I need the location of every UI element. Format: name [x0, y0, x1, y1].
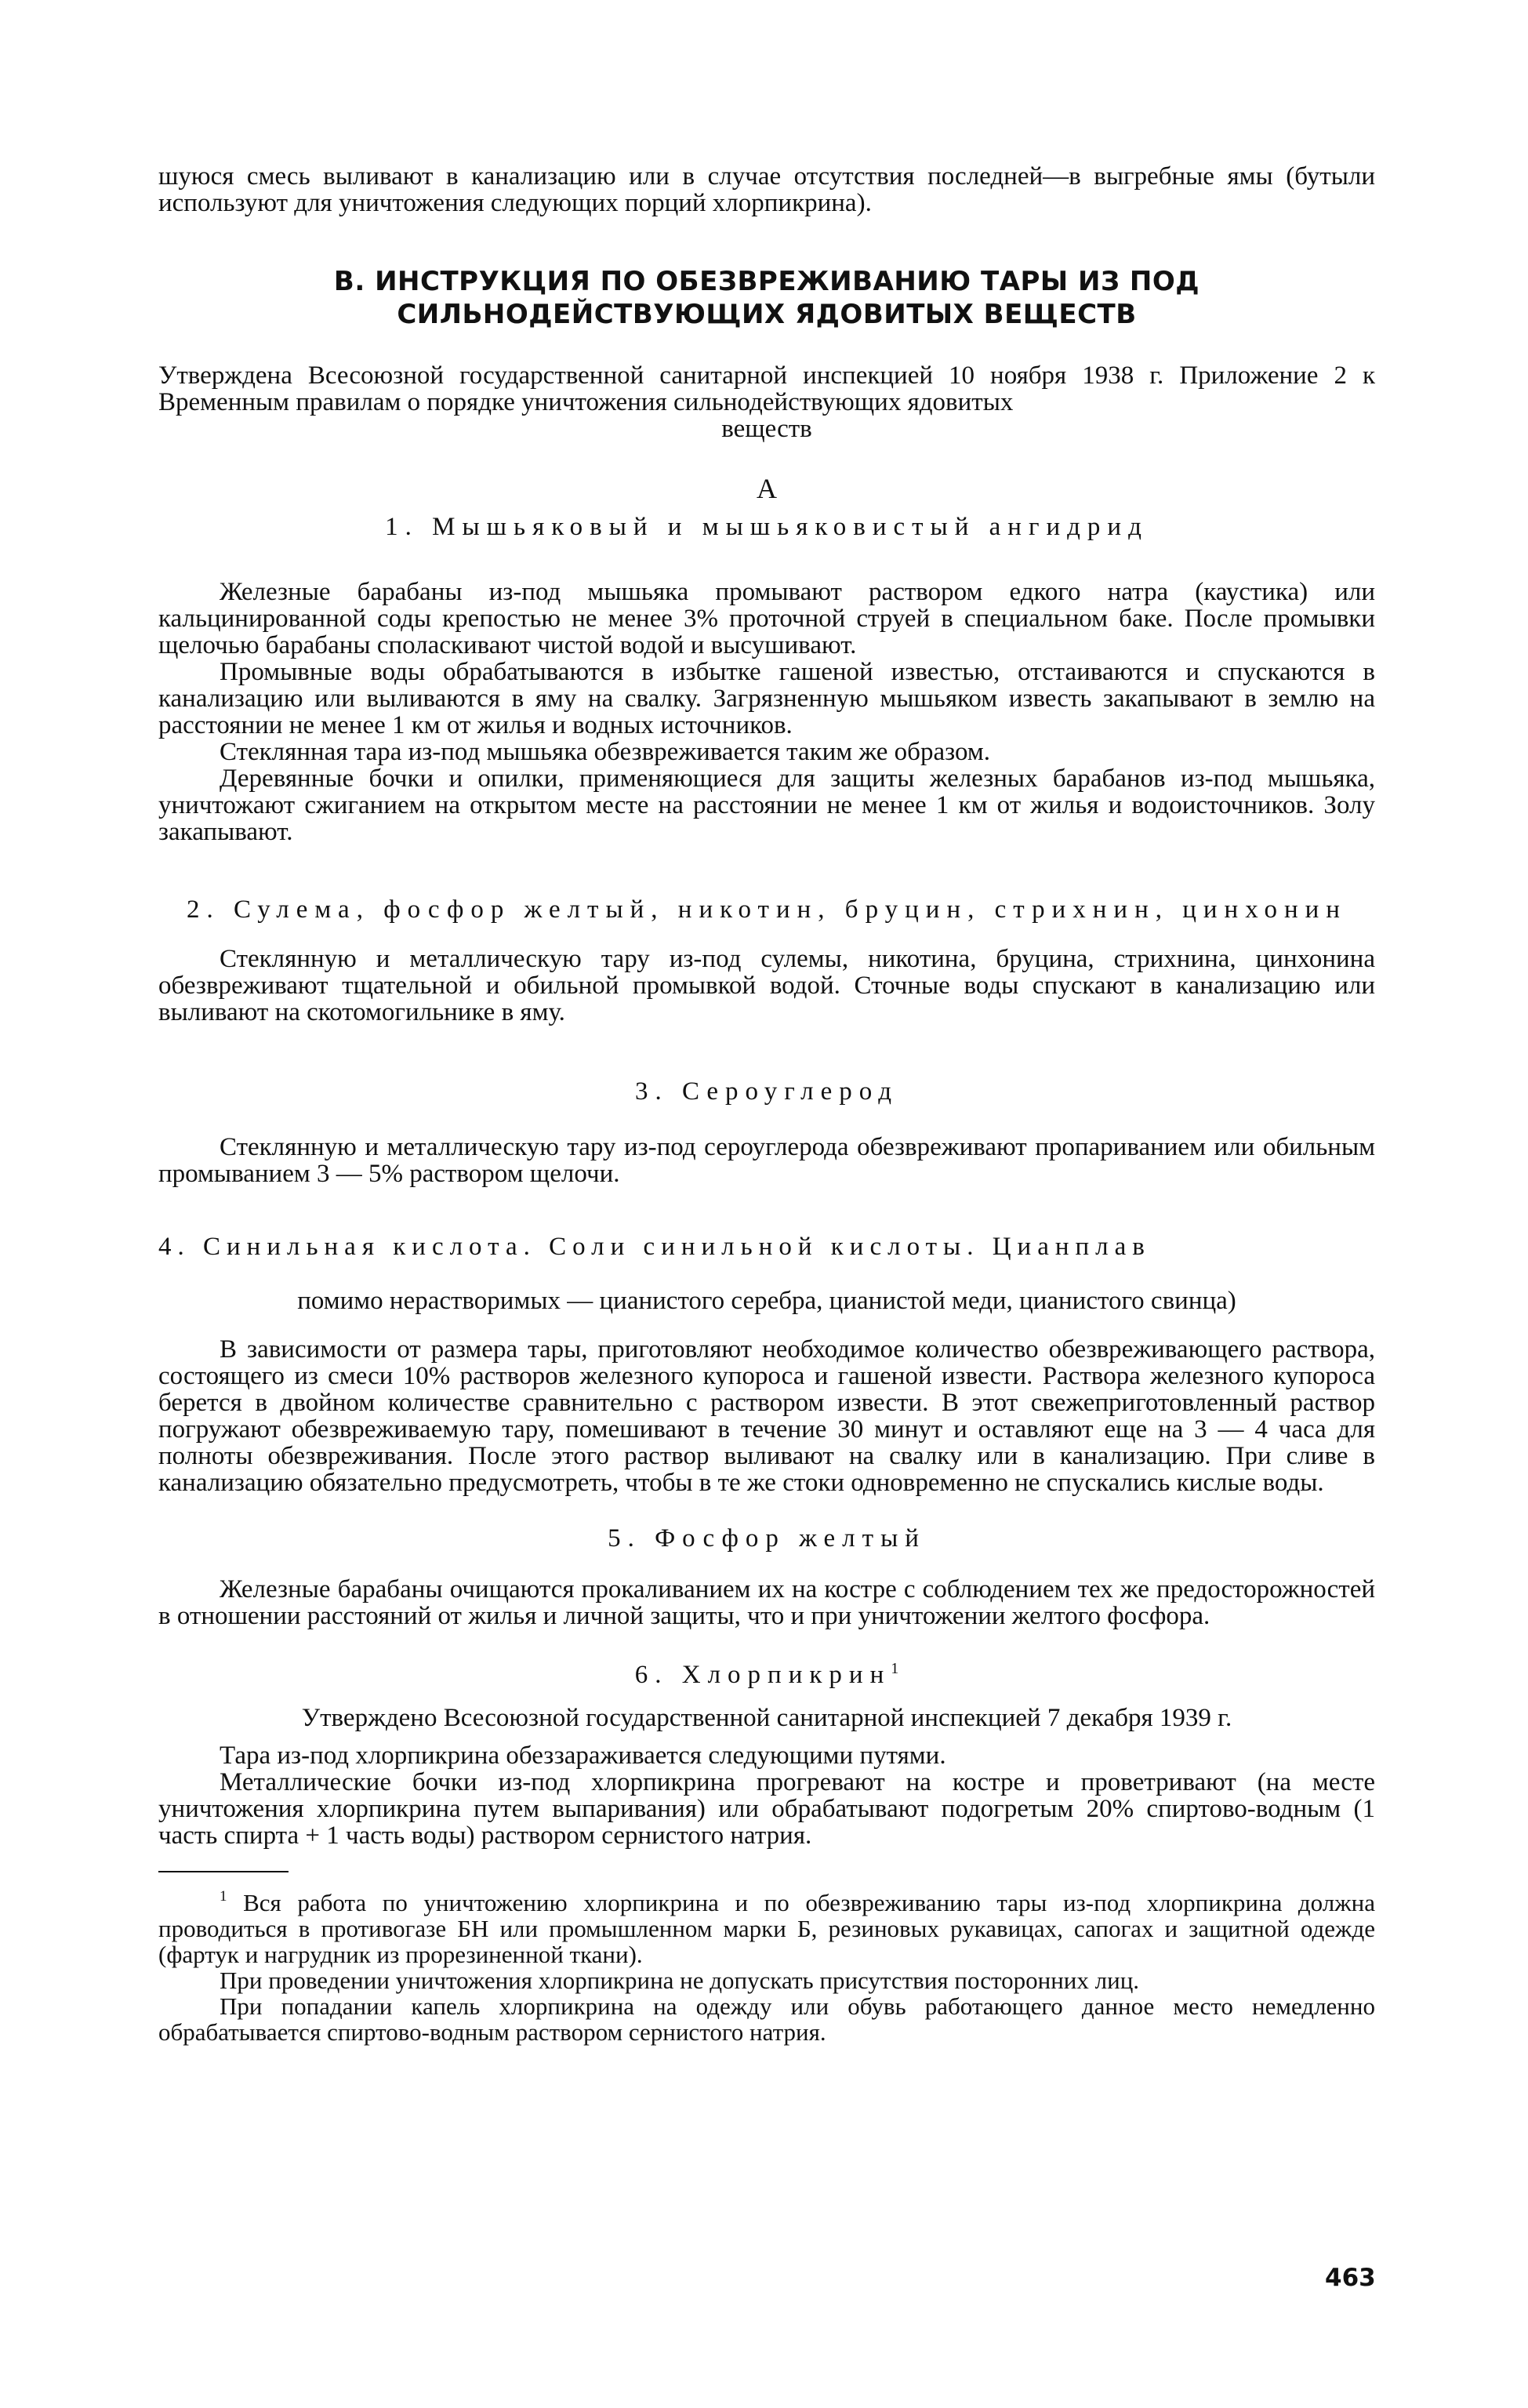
approval-note-tail: веществ	[721, 415, 812, 443]
paragraph-chloropicrin-2: Металлические бочки из-под хлорпикрина прогревают на костре и проветривают (на месте уничтожения хлорпикрина путем выпаривания) или обрабатывают подогретым 20% спиртово-водным (1 часть спирта + 1 часть воды) раствором сернистого натрия.	[158, 1768, 1375, 1850]
paragraph-arsenic-2: Промывные воды обрабатываются в избытке гашеной известью, отстаиваются и спускаются в канализацию или выливаются в яму на свалку. Загрязненную мышьяком известь закапывают в землю на расстоянии не менее 1 км от жилья и водных источников.	[158, 658, 1375, 739]
heading-hydrocyanic-acid: 4. Синильная кислота. Соли синильной кислоты. Цианплав	[158, 1233, 1151, 1261]
part-letter: А	[757, 473, 777, 504]
heading-arsenic: 1. Мышьяковый и мышьяковистый ангидрид	[385, 513, 1149, 541]
page-number: 463	[1325, 2264, 1376, 2292]
approval-note-main: Утверждена Всесоюзной государственной санитарной инспекцией 10 ноября 1938 г. Приложение 2 к Временным правилам о порядке уничтожения сильнодействующих ядовитых	[158, 361, 1375, 416]
footnote-1	[158, 1890, 1375, 1967]
heading-carbon-disulfide: 3. Сероуглерод	[634, 1077, 899, 1106]
footnote-divider	[158, 1871, 289, 1872]
chloropicrin-approval-note: Утверждено Всесоюзной государственной санитарной инспекцией 7 декабря 1939 г.	[301, 1704, 1232, 1732]
heading-chloropicrin	[158, 1661, 1375, 1689]
footnote-mark: 1	[220, 1888, 227, 1905]
paragraph-chloropicrin-1: Тара из-под хлорпикрина обеззараживается следующими путями.	[220, 1742, 946, 1770]
paragraph-arsenic-4: Деревянные бочки и опилки, применяющиеся для защиты железных барабанов из-под мышьяка, уничтожают сжиганием на открытом месте на расстоянии не менее 1 км от жилья и водоисточников. Золу закапывают.	[158, 765, 1375, 846]
footnote-1-text: Вся работа по уничтожению хлорпикрина и по обезвреживанию тары из-под хлорпикрина должна проводиться в противогазе БН или промышленном марки Б, резиновых рукавицах, сапогах и защитной одежде (фартук и нагрудник из прорезиненной ткани).	[158, 1889, 1376, 1968]
paragraph-hydrocyanic-acid: В зависимости от размера тары, приготовляют необходимое количество обезвреживающего раствора, состоящего из смеси 10% растворов железного купороса и гашеной извести. Раствора железного купороса берется в двойном количестве сравнительно с раствором извести. В этот свежеприготовленный раствор погружают обезвреживаемую тару, помешивают в течение 30 минут и оставляют еще на 3 — 4 часа для полноты обезвреживания. После этого раствор выливают на свалку или в канализацию. При сливе в канализацию обязательно предусмотреть, чтобы в те же стоки одновременно не спускались кислые воды.	[158, 1335, 1375, 1497]
approval-note	[158, 362, 1375, 442]
paragraph-sublimate: Стеклянную и металлическую тару из-под сулемы, никотина, бруцина, стрихнина, цинхонина обезвреживают тщательной и обильной промывкой водой. Сточные воды спускают в канализацию или выливают на скотомогильнике в яму.	[158, 945, 1375, 1026]
footnote-reference: 1	[891, 1660, 899, 1677]
footnotes	[158, 1890, 1375, 2045]
heading-sublimate: 2. Сулема, фосфор желтый, никотин, бруцин, стрихнин, цинхонин	[187, 895, 1347, 924]
section-title: В. ИНСТРУКЦИЯ ПО ОБЕЗВРЕЖИВАНИЮ ТАРЫ ИЗ ПОД СИЛЬНОДЕЙСТВУЮЩИХ ЯДОВИТЫХ ВЕЩЕСТВ	[333, 266, 1200, 330]
heading-chloropicrin-label: 6. Хлорпикрин	[634, 1661, 891, 1689]
footnote-2: При проведении уничтожения хлорпикрина не допускать присутствия посторонних лиц.	[220, 1967, 1140, 1994]
paragraph-yellow-phosphorus: Железные барабаны очищаются прокаливанием их на костре с соблюдением тех же предосторожностей в отношении расстояний от жилья и личной защиты, что и при уничтожении желтого фосфора.	[158, 1575, 1375, 1630]
paragraph-arsenic-3: Стеклянная тара из-под мышьяка обезвреживается таким же образом.	[220, 738, 990, 766]
intro-paragraph: шуюся смесь выливают в канализацию или в случае отсутствия последней—в выгребные ямы (бутыли используют для уничтожения следующих порций хлорпикрина).	[158, 162, 1375, 217]
footnote-3: При попадании капель хлорпикрина на одежду или обувь работающего данное место немедленно обрабатывается спиртово-водным раствором сернистого натрия.	[158, 1992, 1375, 2046]
heading-yellow-phosphorus: 5. Фосфор желтый	[608, 1524, 926, 1553]
document-page	[158, 163, 1375, 2045]
heading-hydrocyanic-acid-tail: помимо нерастворимых — цианистого серебра, цианистой меди, цианистого свинца)	[297, 1287, 1236, 1315]
paragraph-carbon-disulfide: Стеклянную и металлическую тару из-под сероуглерода обезвреживают пропариванием или обильным промыванием 3 — 5% раствором щелочи.	[158, 1133, 1375, 1188]
paragraph-arsenic-1: Железные барабаны из-под мышьяка промывают раствором едкого натра (каустика) или кальцинированной соды крепостью не менее 3% проточной струей в специальном баке. После промывки щелочью барабаны споласкивают чистой водой и высушивают.	[158, 578, 1375, 659]
